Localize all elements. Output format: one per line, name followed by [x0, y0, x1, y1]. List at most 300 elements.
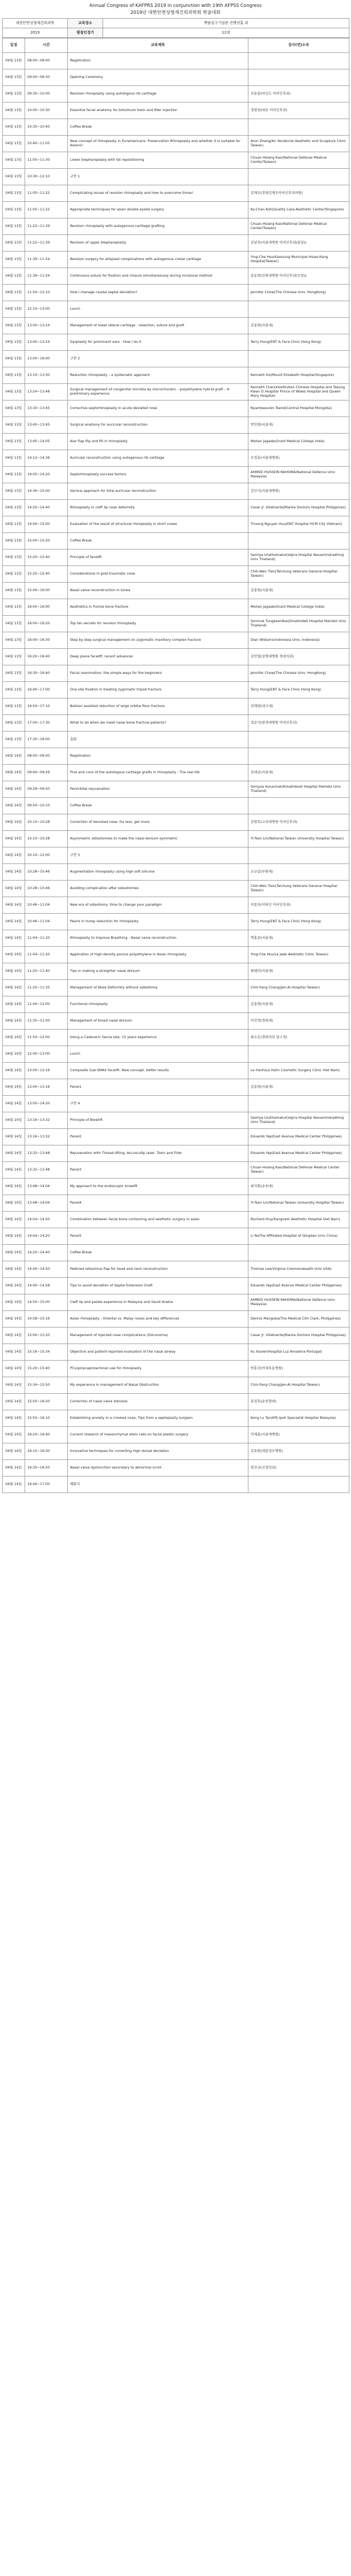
session-title: Coffee Break: [68, 119, 248, 136]
session-date: 04월 14일: [3, 847, 25, 864]
session-title: Innovative techniques for correcting high dorsal deviation: [68, 1443, 248, 1460]
session-time: 10:10~12:00: [25, 847, 68, 864]
session-speaker: 최수은(경희의과 압구정): [248, 1030, 349, 1046]
session-time: 14:05~14:20: [25, 467, 68, 483]
session-title: Management of broad nasal dorsum: [68, 1013, 248, 1030]
table-row: [3, 252, 349, 268]
table-row: [3, 450, 349, 467]
table-row: [3, 1410, 349, 1427]
table-row: [3, 119, 349, 136]
session-date: 04월 13일: [3, 235, 25, 252]
session-date: 04월 13일: [3, 616, 25, 632]
session-speaker: 임진규(신경의과): [248, 1460, 349, 1477]
session-date: 04월 14일: [3, 748, 25, 765]
session-date: 04월 13일: [3, 665, 25, 682]
session-time: 11:40~12:00: [25, 996, 68, 1013]
session-speaker: 박홍진(이대목동병원): [248, 1361, 349, 1377]
header-title-ko: 2019년 대한안면성형재건외과학회 학술대회: [130, 10, 221, 15]
session-date: 04월 14일: [3, 1328, 25, 1344]
session-date: 04월 14일: [3, 1311, 25, 1328]
session-time: 11:54~12:10: [25, 285, 68, 301]
table-row: [3, 1013, 349, 1030]
session-title: Correction of nasal valve stenosis: [68, 1394, 248, 1410]
table-row: [3, 1046, 349, 1063]
table-row: [3, 1145, 349, 1162]
session-date: 04월 14일: [3, 814, 25, 831]
session-date: 04월 13일: [3, 334, 25, 351]
table-row: [3, 1063, 349, 1079]
session-time: 13:24~13:48: [25, 384, 68, 400]
session-speaker: 조규갑(부원대): [248, 864, 349, 881]
session-speaker: Rochard Huy(Kangnam Aesthetic Hospital Viet Nam): [248, 1212, 349, 1228]
session-date: 04월 13일: [3, 533, 25, 549]
session-title: Combination between facial bone contouring and aesthetic surgery in asian: [68, 1212, 248, 1228]
table-row: [3, 665, 349, 682]
table-row: [3, 1195, 349, 1212]
session-time: 16:40~17:00: [25, 1477, 68, 1493]
session-title: Corrective septorhinoplasty in acute deviated nose: [68, 400, 248, 417]
table-row: [3, 996, 349, 1013]
session-time: 15:00~15:20: [25, 1328, 68, 1344]
session-date: 04월 13일: [3, 136, 25, 152]
session-time: 14:40~15:00: [25, 516, 68, 533]
session-speaker: 정현천(바른 이비인후과): [248, 103, 349, 119]
col-header-speaker: 강사(연)소속: [248, 38, 349, 53]
session-speaker: Jennifer Chow(The Chinese Univ. HongKong): [248, 665, 349, 682]
session-title: Nasal valve dysfunction secondary to abnormal scroll: [68, 1460, 248, 1477]
session-title: New concept of rhinoplasty in Euramericans: Preservation Rhinoplasty and whether it is suitable for Asians?: [68, 136, 248, 152]
session-speaker: Mohan Jagade(Grant Medical College India): [248, 599, 349, 616]
session-date: 04월 13일: [3, 500, 25, 516]
session-title: Avoiding complication after osteotomies: [68, 881, 248, 897]
session-date: 04월 14일: [3, 996, 25, 1013]
session-speaker: [248, 119, 349, 136]
edu-place-label: 교육장소: [68, 19, 103, 28]
session-speaker: 최지원(순천대): [248, 1179, 349, 1195]
session-time: 14:04~14:20: [25, 1228, 68, 1245]
session-date: 04월 13일: [3, 732, 25, 748]
table-row: [3, 1228, 349, 1245]
session-speaker: Ky-Chan Koh(Quality Care-Aesthetic Center/Singapore): [248, 202, 349, 218]
session-title: Rhinoplasty to Improve Breathing - Nasal valve reconstruction: [68, 930, 248, 947]
session-speaker: Dian Widiarni(Indonesia Univ. Indonesia): [248, 632, 349, 649]
session-date: 04월 14일: [3, 1162, 25, 1179]
session-speaker: 봉정호(순천향대): [248, 1394, 349, 1410]
organizer-cell: 대한안면성형재건외과학: [3, 19, 68, 28]
table-row: [3, 400, 349, 417]
meta-table: [2, 18, 349, 38]
table-row: [3, 417, 349, 434]
table-row: [3, 1129, 349, 1145]
session-date: 04월 14일: [3, 1460, 25, 1477]
table-row: [3, 566, 349, 583]
session-title: Top ten secrets for revision rhinoplasty: [68, 616, 248, 632]
session-time: 14:20~14:40: [25, 1245, 68, 1261]
session-speaker: Chuan-Hsiang Kao(National Defense Medical Center/Taiwan): [248, 218, 349, 235]
session-time: 14:20~14:40: [25, 500, 68, 516]
table-row: [3, 549, 349, 566]
session-title: PCL(polycaprolactone) use for rhinoplasty: [68, 1361, 248, 1377]
session-title: What to do when we meet nasal bone fracture patients?: [68, 715, 248, 732]
session-date: 04월 13일: [3, 632, 25, 649]
session-speaker: 김양호(고려대병원 이비인후과): [248, 814, 349, 831]
table-row: [3, 152, 349, 169]
table-row: [3, 1245, 349, 1261]
session-title: Aesthetics in frontal bone fracture: [68, 599, 248, 616]
session-title: Revision of upper blepharoplasty: [68, 235, 248, 252]
table-row: [3, 781, 349, 798]
session-speaker: Terry Hung(ENT & Face Clinic Hong Kong): [248, 914, 349, 930]
session-speaker: Li NaThe Affiliated Hospital of Qingdao Univ China): [248, 1228, 349, 1245]
session-speaker: Mohan Jagade(Grant Medical College India): [248, 434, 349, 450]
table-row: [3, 185, 349, 202]
session-time: 11:04~11:20: [25, 947, 68, 963]
table-row: [3, 831, 349, 847]
table-row: [3, 1030, 349, 1046]
session-title: Rejuvenation with Thread-lifting, Accuscultp laser, Toxin and Filler: [68, 1145, 248, 1162]
session-speaker: Aron Zhang/An Yan/Acme Aesthetic and Sculpture Clinic Taiwan): [248, 136, 349, 152]
session-speaker: Nyambasuren Tsend(Central Hospital Mongolia): [248, 400, 349, 417]
credit-value: 12점: [103, 28, 349, 38]
session-date: 04월 14일: [3, 765, 25, 781]
table-row: [3, 351, 349, 367]
table-row: [3, 1162, 349, 1179]
session-date: 04월 14일: [3, 1112, 25, 1129]
session-time: 08:00~09:00: [25, 748, 68, 765]
session-title: Rhinoplasty in cleft lip nose deformity: [68, 500, 248, 516]
table-row: [3, 930, 349, 947]
session-speaker: Thomas Lee(Virginia Commonwealth Univ USA): [248, 1261, 349, 1278]
session-date: 04월 14일: [3, 1079, 25, 1096]
session-title: Composite Sub-SMAS facelift: New concept, better results: [68, 1063, 248, 1079]
session-date: 04월 14일: [3, 1377, 25, 1394]
session-title: Periorbital rejuvenation: [68, 781, 248, 798]
session-speaker: [248, 1096, 349, 1112]
session-date: 04월 13일: [3, 599, 25, 616]
session-date: 04월 14일: [3, 1394, 25, 1410]
session-title: Management of Nose Deformity without osteotomy: [68, 980, 248, 996]
session-time: 10:28~10:46: [25, 864, 68, 881]
session-speaker: Somnuk Tungkeardkai(Smathideti Hospital Mahidol Univ Thailand): [248, 616, 349, 632]
session-time: 11:04~11:20: [25, 930, 68, 947]
session-speaker: Cesar Jr. Villafuerte(Manila Doctors Hospital Philippines): [248, 500, 349, 516]
session-time: 15:00~15:20: [25, 533, 68, 549]
session-time: 11:39~11:54: [25, 268, 68, 285]
session-speaker: 김종현(서울대): [248, 583, 349, 599]
session-time: 11:35~11:50: [25, 1013, 68, 1030]
table-row: [3, 516, 349, 533]
session-time: 14:40~14:58: [25, 1278, 68, 1294]
table-row: [3, 1179, 349, 1195]
session-date: 04월 14일: [3, 1030, 25, 1046]
schedule-body: [3, 53, 349, 1493]
session-date: 04월 14일: [3, 1212, 25, 1228]
table-row: [3, 715, 349, 732]
session-date: 04월 13일: [3, 483, 25, 500]
session-title: 구연 1: [68, 169, 248, 185]
session-time: 16:40~17:00: [25, 682, 68, 698]
session-date: 04월 14일: [3, 1046, 25, 1063]
session-title: Objective and patient-reported evaluation of the nasal airway: [68, 1344, 248, 1361]
session-speaker: 박홍준(서울대): [248, 930, 349, 947]
session-title: Facial reanimation: the simple ways for the beginners: [68, 665, 248, 682]
table-row: [3, 765, 349, 781]
session-date: 04월 14일: [3, 1013, 25, 1030]
session-date: 04월 13일: [3, 69, 25, 86]
session-title: Evaluation of the result of structural rhinoplasty in short noses: [68, 516, 248, 533]
table-row: [3, 1294, 349, 1311]
table-row: [3, 1443, 349, 1460]
table-row: [3, 169, 349, 185]
session-date: 04월 14일: [3, 1145, 25, 1162]
table-row: [3, 1079, 349, 1096]
session-time: 13:48~14:04: [25, 1195, 68, 1212]
session-date: 04월 14일: [3, 1179, 25, 1195]
session-time: 13:16~13:32: [25, 1112, 68, 1129]
session-title: Essential facial anatomy for botulinum toxin and filler injection: [68, 103, 248, 119]
session-date: 04월 13일: [3, 301, 25, 318]
session-title: Reduction rhinoplasty – a systematic approach: [68, 367, 248, 384]
session-date: 04월 13일: [3, 119, 25, 136]
table-row: [3, 285, 349, 301]
session-date: 04월 13일: [3, 252, 25, 268]
session-title: Establishing anxiety in a crooked nose- Tips from a septoplasty surgeon: [68, 1410, 248, 1427]
table-row: [3, 500, 349, 516]
session-title: New era of osteotomy: time to change your paradigm: [68, 897, 248, 914]
session-speaker: [248, 53, 349, 69]
session-time: 13:00~13:24: [25, 334, 68, 351]
table-row: [3, 947, 349, 963]
session-speaker: [248, 1477, 349, 1493]
session-time: 17:00~17:30: [25, 715, 68, 732]
table-row: [3, 798, 349, 814]
session-date: 04월 13일: [3, 86, 25, 103]
edu-place-value: 백범김구기념관 컨벤션홀 외: [103, 19, 349, 28]
session-speaker: Chin-Fang Chang(Jen-Ai Hospital Taiwan): [248, 980, 349, 996]
session-title: Lunch: [68, 301, 248, 318]
session-title: Pearls in hump reduction for rhinoplasty: [68, 914, 248, 930]
session-title: Septorhinoplasty success factors: [68, 467, 248, 483]
session-title: Opening Ceremony: [68, 69, 248, 86]
session-time: 10:40~11:05: [25, 136, 68, 152]
table-row: [3, 881, 349, 897]
table-row: [3, 53, 349, 69]
session-time: 10:46~11:04: [25, 914, 68, 930]
session-time: 15:34~15:50: [25, 1377, 68, 1394]
session-time: 13:30~13:45: [25, 400, 68, 417]
table-row: [3, 86, 349, 103]
session-time: 09:50~10:10: [25, 798, 68, 814]
session-date: 04월 14일: [3, 1063, 25, 1079]
session-speaker: Ilu Xavier(Hospital Luz Amadora Portugal): [248, 1344, 349, 1361]
session-title: Auricular reconstruction using autogenous rib cartilage: [68, 450, 248, 467]
session-time: 16:30~16:50: [25, 1460, 68, 1477]
session-time: 12:10~13:00: [25, 301, 68, 318]
session-time: 15:20~15:40: [25, 566, 68, 583]
session-title: One site fixation in treating zygomatic tripod fracture: [68, 682, 248, 698]
table-row: [3, 318, 349, 334]
session-speaker: Eduardo Yap(East Avenue Medical Center Philippines): [248, 1145, 349, 1162]
page: [2, 2, 349, 1493]
session-speaker: AHMED HUSSEIN RAHOMA(National Defence Univ Malaysia): [248, 1294, 349, 1311]
table-row: [3, 334, 349, 351]
session-title: Panel3: [68, 1162, 248, 1179]
session-time: 11:50~12:00: [25, 1030, 68, 1046]
session-speaker: Ying-Che Hsu(Kaosiung Municipal Hsiao-Kang Hospital/Taiwan): [248, 252, 349, 268]
session-date: 04월 13일: [3, 367, 25, 384]
session-title: Cleft lip and palate experience in Malaysia and Saudi Arabia: [68, 1294, 248, 1311]
session-title: Lunch: [68, 1046, 248, 1063]
session-title: Panel1: [68, 1079, 248, 1096]
session-title: Deep plane facelift: recent advances: [68, 649, 248, 665]
col-header-title: 교육제목: [68, 38, 248, 53]
session-title: 폐회식: [68, 1477, 248, 1493]
session-date: 04월 14일: [3, 1129, 25, 1145]
session-date: 04월 13일: [3, 698, 25, 715]
table-row: [3, 1394, 349, 1410]
session-speaker: 김민엽(상명대병원 경희의과): [248, 649, 349, 665]
session-speaker: Terry Hung(ENT & Face Clinic Hong Kong): [248, 682, 349, 698]
session-speaker: 김종현(서울대): [248, 996, 349, 1013]
session-title: My experience in management of Nasal Obstruction: [68, 1377, 248, 1394]
session-date: 04월 13일: [3, 450, 25, 467]
session-date: 04월 14일: [3, 1294, 25, 1311]
session-title: Principle of facelift: [68, 549, 248, 566]
session-title: Panel2: [68, 1129, 248, 1145]
session-title: Registration: [68, 748, 248, 765]
session-speaker: Chin-Fang Chang(Jen-Ai Hospital Taiwan): [248, 1377, 349, 1394]
session-time: 15:40~16:00: [25, 583, 68, 599]
session-date: 04월 14일: [3, 980, 25, 996]
session-title: Surgical anatomy for auricular reconstruction: [68, 417, 248, 434]
session-date: 04월 13일: [3, 549, 25, 566]
session-speaker: 이진혁(경희대): [248, 1013, 349, 1030]
session-title: Tips to avoid deviation of Septal Extension Graft: [68, 1278, 248, 1294]
session-date: 04월 14일: [3, 1195, 25, 1212]
table-row: [3, 914, 349, 930]
credit-label: 평점인정기: [68, 28, 103, 38]
session-time: 15:20~15:40: [25, 1361, 68, 1377]
session-time: 13:00~13:16: [25, 1079, 68, 1096]
session-time: 10:00~10:30: [25, 103, 68, 119]
session-date: 04월 14일: [3, 1477, 25, 1493]
table-row: [3, 1377, 349, 1394]
session-date: 04월 14일: [3, 930, 25, 947]
session-title: Revision rhinoplasty with autogenous cartilage grafting: [68, 218, 248, 235]
schedule-header-row: [3, 38, 349, 53]
session-time: 10:46~11:04: [25, 897, 68, 914]
session-title: Asian rhinoplasty : Oriental vs. Malay noses and key differences: [68, 1311, 248, 1328]
session-title: Complicating issues of revision rhinoplasty and how to overcome those!: [68, 185, 248, 202]
session-time: 16:00~16:20: [25, 616, 68, 632]
session-time: 10:30~10:40: [25, 119, 68, 136]
session-time: 11:20~11:35: [25, 980, 68, 996]
session-title: Asymmetric osteotomies to make the nasal dorsum symmetric: [68, 831, 248, 847]
session-date: 04월 14일: [3, 963, 25, 980]
session-speaker: 오정훈(서울대병원): [248, 450, 349, 467]
session-date: 04월 13일: [3, 516, 25, 533]
session-title: Dysplasty for prominent ears : How I do it: [68, 334, 248, 351]
table-row: [3, 434, 349, 450]
session-time: 17:30~18:00: [25, 732, 68, 748]
session-speaker: [248, 301, 349, 318]
session-speaker: AHMED HUSSEIN RAHOMA(National Defence Univ Malaysia): [248, 467, 349, 483]
table-row: [3, 69, 349, 86]
session-date: 04월 13일: [3, 152, 25, 169]
session-time: 13:00~13:16: [25, 1063, 68, 1079]
table-row: [3, 367, 349, 384]
table-row: [3, 963, 349, 980]
table-row: [3, 599, 349, 616]
session-date: 04월 14일: [3, 1443, 25, 1460]
table-row: [3, 616, 349, 632]
session-date: 04월 13일: [3, 169, 25, 185]
session-date: 04월 14일: [3, 1278, 25, 1294]
col-header-date: 일정: [3, 38, 25, 53]
session-title: Panel5: [68, 1228, 248, 1245]
table-row: [3, 483, 349, 500]
session-title: Panel4: [68, 1195, 248, 1212]
session-time: 11:22~11:39: [25, 235, 68, 252]
session-speaker: Yi-Tsen Lin(National Taiwan University Hospital Taiwan): [248, 831, 349, 847]
session-speaker: Terry Hung(ENT & Face Clinic Hong Kong): [248, 334, 349, 351]
session-time: 13:00~14:20: [25, 1096, 68, 1112]
session-speaker: [248, 351, 349, 367]
session-time: 09:29~09:50: [25, 781, 68, 798]
session-title: Various approach for total auricular reconstruction: [68, 483, 248, 500]
session-time: 13:45~14:05: [25, 434, 68, 450]
table-row: [3, 384, 349, 400]
session-title: 구연 3: [68, 847, 248, 864]
session-speaker: [248, 533, 349, 549]
session-title: Management of lower lateral cartilage : resection, suture and graft: [68, 318, 248, 334]
session-date: 04월 13일: [3, 185, 25, 202]
session-time: 13:45~13:45: [25, 417, 68, 434]
session-date: 04월 14일: [3, 914, 25, 930]
session-time: 14:04~14:20: [25, 1212, 68, 1228]
session-date: 04월 13일: [3, 649, 25, 665]
session-time: 10:10~10:28: [25, 814, 68, 831]
session-time: 15:16~15:34: [25, 1344, 68, 1361]
session-speaker: Chih-Wen Tien(Taichung Veterans General Hospital Taiwan): [248, 881, 349, 897]
session-time: 13:48~14:04: [25, 1179, 68, 1195]
session-date: 04월 13일: [3, 285, 25, 301]
session-title: Balloon assisted reduction of large orbital floor fracture: [68, 698, 248, 715]
session-title: Revision rhinoplasty using autologous rib cartilage: [68, 86, 248, 103]
session-speaker: Somyos Kunachak(Rmathibodi Hospital Mahidol Univ Thailand): [248, 781, 349, 798]
table-row: [3, 732, 349, 748]
session-date: 04월 13일: [3, 202, 25, 218]
session-speaker: Kenneth Oo(Mount Elizabeth Hospital/Singapore): [248, 367, 349, 384]
session-time: 10:10~10:28: [25, 831, 68, 847]
session-title: Correction of deviated nose: Do less, get more: [68, 814, 248, 831]
table-row: [3, 218, 349, 235]
table-row: [3, 649, 349, 665]
session-title: Application of high-density porous polyethylene in Asian rhinoplasty: [68, 947, 248, 963]
col-header-time: 시간: [25, 38, 68, 53]
session-title: Alar flap flip and fill in rhinoplasty: [68, 434, 248, 450]
session-time: 13:16~13:32: [25, 1129, 68, 1145]
session-time: 11:20~11:40: [25, 963, 68, 980]
session-time: 09:00~09:29: [25, 765, 68, 781]
table-row: [3, 268, 349, 285]
session-speaker: [248, 1046, 349, 1063]
session-date: 04월 14일: [3, 1410, 25, 1427]
session-date: 04월 14일: [3, 1344, 25, 1361]
session-title: Continuous suture for fixation and closure simultaneously during incisional method: [68, 268, 248, 285]
session-speaker: 송동현(인하대병원 이비인후과(인천)): [248, 268, 349, 285]
table-row: [3, 1427, 349, 1443]
